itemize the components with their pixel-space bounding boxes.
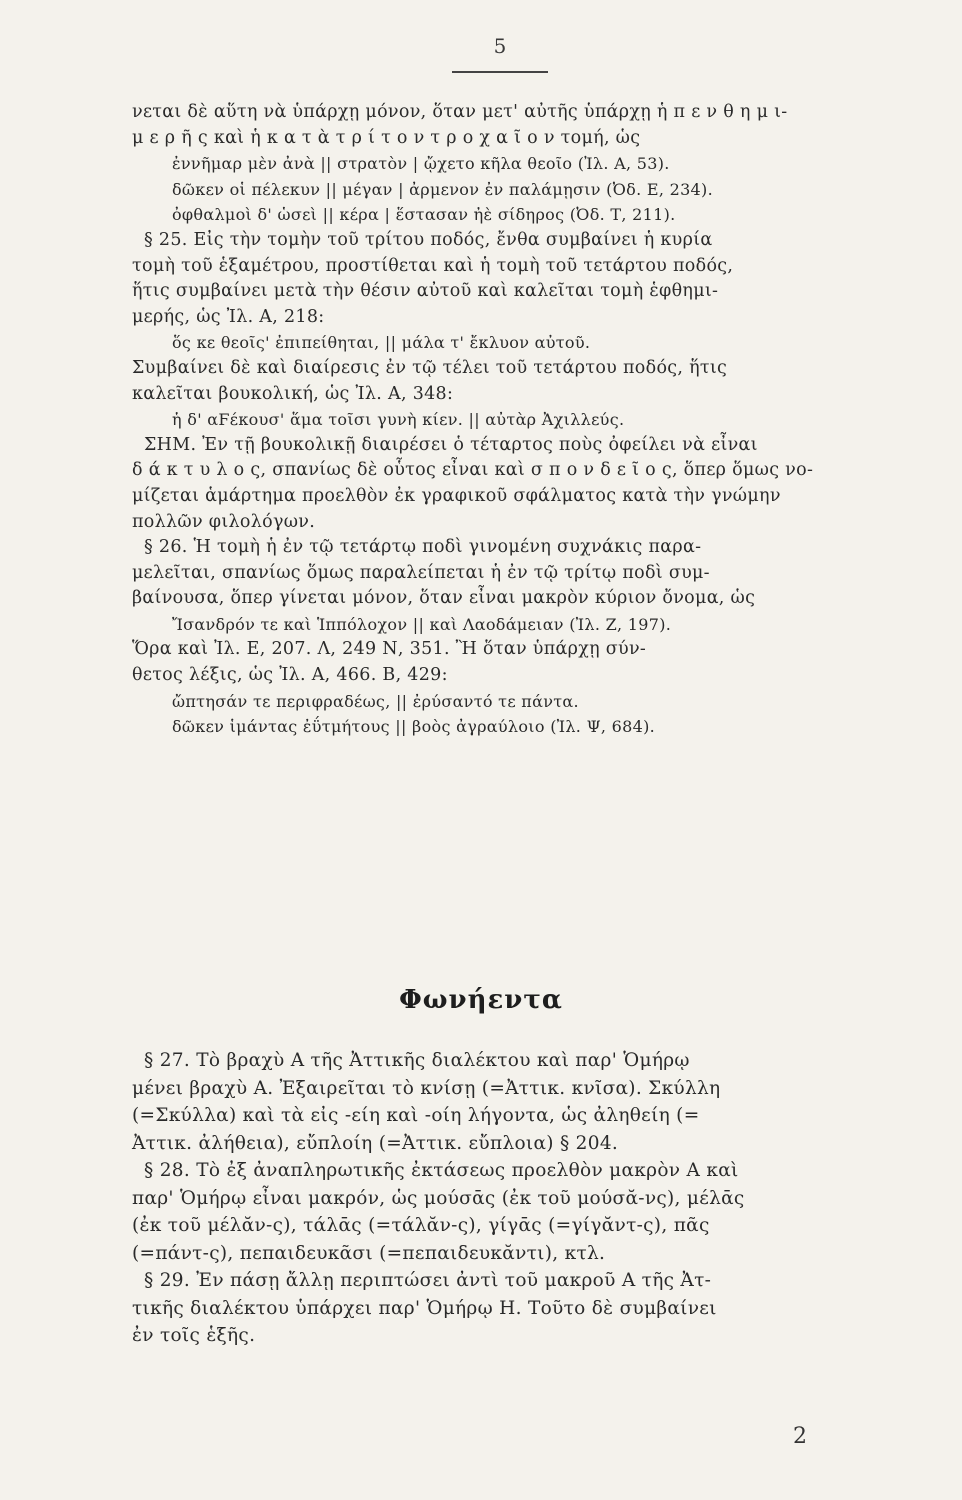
page-number: 5	[493, 34, 507, 58]
text-line: Συμβαίνει δὲ καὶ διαίρεσις ἐν τῷ τέλει τοῦ τετάρτου ποδός, ἥτις	[132, 357, 728, 378]
verse-line: Ἴσανδρόν τε καὶ Ἱππόλοχον || καὶ Λαοδάμειαν (Ἰλ. Ζ, 197).	[172, 614, 672, 634]
text-line: μένει βραχὺ Α. Ἐξαιρεῖται τὸ κνίσῃ (=Ἀττικ. κνῖσα). Σκύλλη	[132, 1077, 721, 1099]
text-line: τομὴ τοῦ ἑξαμέτρου, προστίθεται καὶ ἡ τομὴ τοῦ τετάρτου ποδός,	[132, 255, 734, 276]
text-line: μίζεται ἁμάρτημα προελθὸν ἐκ γραφικοῦ σφάλματος κατὰ τὴν γνώμην	[132, 485, 781, 506]
section-27-start: § 27. Τὸ βραχὺ Α τῆς Ἀττικῆς διαλέκτου καὶ παρ' Ὁμήρῳ	[144, 1050, 690, 1071]
upper-text-block	[132, 100, 862, 740]
text-line: Ἀττικ. ἀλήθεια), εὔπλοίη (=Ἀττικ. εὔπλοια) § 204.	[132, 1132, 619, 1154]
verse-line: ὅς κε θεοῖς' ἐπιπείθηται, || μάλα τ' ἔκλυον αὐτοῦ.	[172, 333, 591, 353]
text-line: (=πάντ-ς), πεπαιδευκᾶσι (=πεπαιδευκᾰντι), κτλ.	[132, 1242, 606, 1264]
header-rule	[452, 71, 548, 73]
verse-line: ἡ δ' αϜέκουσ' ἅμα τοῖσι γυνὴ κίεν. || αὐτὰρ Ἀχιλλεύς.	[172, 410, 625, 430]
text-line: μερής, ὡς Ἰλ. Α, 218:	[132, 306, 325, 327]
section-29-start: § 29. Ἐν πάσῃ ἄλλῃ περιπτώσει ἀντὶ τοῦ μακροῦ Α τῆς Ἀτ-	[144, 1270, 712, 1291]
text-line: τικῆς διαλέκτου ὑπάρχει παρ' Ὁμήρῳ Η. Τοῦτο δὲ συμβαίνει	[132, 1297, 717, 1319]
text-line: καλεῖται βουκολική, ὡς Ἰλ. Α, 348:	[132, 383, 454, 404]
section-28-start: § 28. Τὸ ἐξ ἀναπληρωτικῆς ἐκτάσεως προελθὸν μακρὸν Α καὶ	[144, 1160, 739, 1181]
text-line: νεται δὲ αὕτη νὰ ὑπάρχῃ μόνον, ὅταν μετ' αὐτῆς ὑπάρχῃ ἡ π ε ν θ η μ ι-	[132, 102, 788, 122]
verse-line: δῶκεν οἱ πέλεκυν || μέγαν | ἀρμενον ἐν παλάμῃσιν (Ὀδ. Ε, 234).	[172, 179, 713, 199]
text-line: βαίνουσα, ὅπερ γίνεται μόνον, ὅταν εἶναι μακρὸν κύριον ὄνομα, ὡς	[132, 588, 756, 609]
verse-line: ὀφθαλμοὶ δ' ὡσεὶ || κέρα | ἕστασαν ἠὲ σίδηρος (Ὀδ. Τ, 211).	[172, 205, 676, 225]
text-line: παρ' Ὁμήρῳ εἶναι μακρόν, ὡς μούσᾱς (ἐκ τοῦ μούσᾰ-νς), μέλᾱς	[132, 1187, 745, 1209]
text-line: μ ε ρ ῆ ς καὶ ἡ κ α τ ὰ τ ρ ί τ ο ν τ ρ ο χ α ῖ ο ν τομή, ὡς	[132, 127, 641, 148]
text-line: ἥτις συμβαίνει μετὰ τὴν θέσιν αὐτοῦ καὶ καλεῖται τομὴ ἑφθημι-	[132, 281, 719, 302]
verse-line: ὤπτησάν τε περιφραδέως, || ἐρύσαντό τε πάντα.	[172, 691, 579, 711]
section-26-start: § 26. Ἡ τομὴ ἡ ἐν τῷ τετάρτῳ ποδὶ γινομένη συχνάκις παρα-	[144, 537, 702, 558]
text-line: (ἐκ τοῦ μέλᾰν-ς), τάλᾱς (=τάλᾰν-ς), γίγᾱς (=γίγᾰντ-ς), πᾶς	[132, 1215, 710, 1236]
section-25-start: § 25. Εἰς τὴν τομὴν τοῦ τρίτου ποδός, ἔνθα συμβαίνει ἡ κυρία	[144, 229, 713, 250]
text-line: Ὅρα καὶ Ἰλ. Ε, 207. Λ, 249 Ν, 351. Ἢ ὅταν ὑπάρχῃ σύν-	[132, 639, 647, 660]
note-start: ΣΗΜ. Ἐν τῇ βουκολικῇ διαιρέσει ὁ τέταρτος ποὺς ὀφείλει νὰ εἶναι	[144, 434, 758, 455]
text-line: (=Σκύλλα) καὶ τὰ εἰς -είη καὶ -οίη λήγοντα, ὡς ἀληθείη (=	[132, 1105, 700, 1126]
section-heading: Φωνήεντα	[399, 985, 563, 1015]
signature-mark: 2	[793, 1424, 807, 1449]
verse-line: ἐννῆμαρ μὲν ἀνὰ || στρατὸν | ᾤχετο κῆλα θεοῖο (Ἰλ. Α, 53).	[172, 154, 670, 174]
verse-line: δῶκεν ἱμάντας ἐΰτμήτους || βοὸς ἀγραύλοιο (Ἰλ. Ψ, 684).	[172, 717, 656, 737]
text-line: δ ά κ τ υ λ ο ς, σπανίως δὲ οὗτος εἶναι καὶ σ π ο ν δ ε ῖ ο ς, ὅπερ ὅμως νο-	[132, 460, 814, 481]
lower-text-block	[132, 1047, 862, 1350]
text-line: ἐν τοῖς ἑξῆς.	[132, 1325, 256, 1346]
text-line: πολλῶν φιλολόγων.	[132, 511, 316, 532]
text-line: θετος λέξις, ὡς Ἰλ. Α, 466. Β, 429:	[132, 665, 448, 686]
text-line: μελεῖται, σπανίως ὅμως παραλείπεται ἡ ἐν τῷ τρίτῳ ποδὶ συμ-	[132, 562, 710, 583]
